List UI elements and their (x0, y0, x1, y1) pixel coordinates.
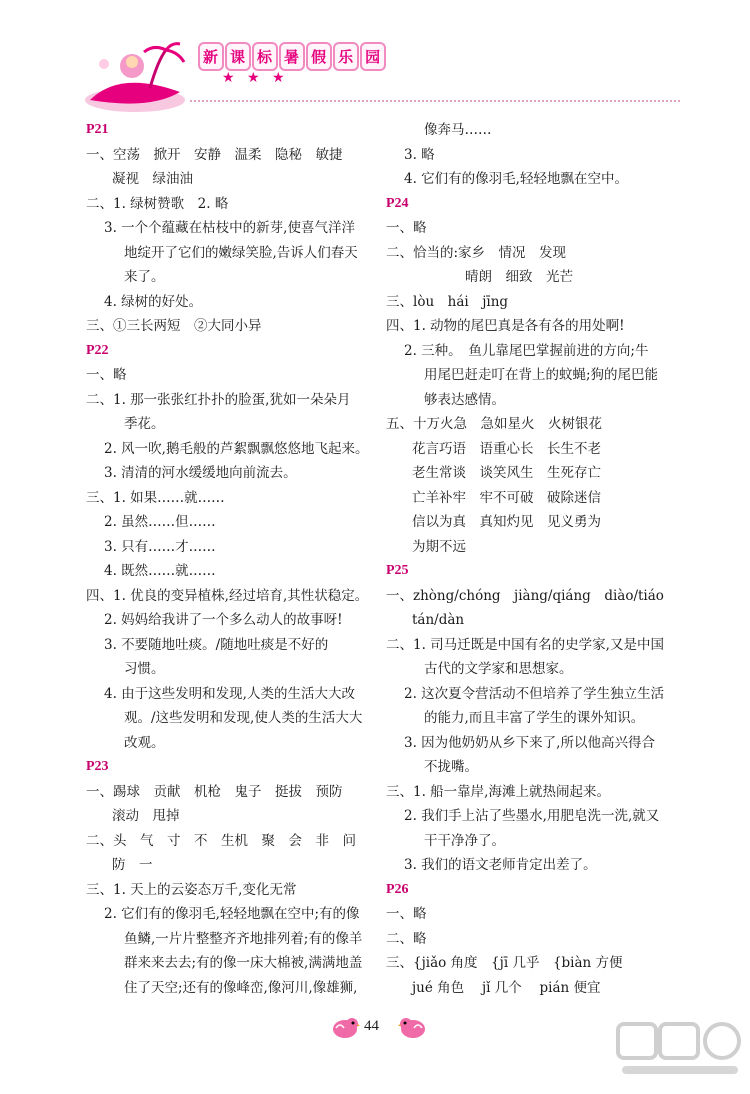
series-title-char: 课 (225, 42, 251, 71)
answer-line: 够表达感情。 (424, 391, 505, 408)
answer-line: 信以为真 真知灼见 见义勇为 (412, 514, 601, 530)
series-title (198, 42, 387, 70)
bird-icon (398, 1014, 428, 1040)
stars-decoration-icon: ★ ★ ★ (222, 70, 289, 86)
answer-line: 晴朗 细致 光芒 (438, 269, 573, 285)
series-title-char: 假 (306, 42, 332, 71)
answer-line: 不拢嘴。 (424, 759, 478, 775)
answer-line: 花言巧语 语重心长 长生不老 (412, 440, 601, 457)
answer-line: 3. 清清的河水缓缓地向前流去。 (104, 465, 297, 481)
answer-line: 观。/这些发明和发现,使人类的生活大大 (124, 710, 363, 726)
answer-line: 一、zhòng/chóng jiàng/qiáng diào/tiáo (386, 587, 664, 604)
answer-line: 习惯。 (124, 661, 165, 677)
answer-line: 3. 一个个蕴藏在枯枝中的新芽,使喜气洋洋 (104, 220, 355, 236)
answer-line: 一、踢球 贡献 机枪 鬼子 挺拔 预防 (86, 783, 343, 800)
answer-line: 2. 风一吹,鹅毛般的芦絮飘飘悠悠地飞起来。 (104, 440, 369, 457)
series-title-char: 乐 (333, 42, 359, 71)
answer-line: 四、1. 优良的变异植株,经过培育,其性状稳定。 (86, 587, 369, 604)
answer-line: 像奔马…… (424, 122, 492, 138)
page-section-label: P26 (386, 881, 409, 897)
page-section-label: P23 (86, 759, 109, 774)
answer-line: 老生常谈 谈笑风生 生死存亡 (412, 465, 601, 481)
answer-line: 一、空荡 掀开 安静 温柔 隐秘 敏捷 (86, 146, 343, 163)
answer-line: 二、略 (386, 930, 427, 947)
answer-column-left (86, 118, 386, 1000)
answer-line: 3. 因为他奶奶从乡下来了,所以他高兴得合 (404, 734, 655, 751)
answer-line: 一、略 (386, 220, 427, 236)
answer-line: 一、略 (386, 906, 427, 922)
answer-line: 2. 虽然……但…… (104, 514, 216, 530)
bird-icon (330, 1014, 360, 1040)
answer-line: 二、恰当的:家乡 情况 发现 (386, 244, 567, 261)
answer-line: 防 一 (112, 857, 153, 873)
answer-line: 3. 只有……才…… (104, 538, 216, 555)
answer-line: 三、lòu hái jīng (386, 293, 509, 310)
answer-line: 四、1. 动物的尾巴真是各有各的用处啊! (386, 318, 625, 334)
answer-line: 滚动 甩掉 (112, 808, 180, 824)
page-section-label: P24 (386, 195, 409, 211)
series-title-char: 新 (198, 42, 224, 71)
answer-line: 为期不远 (412, 538, 466, 555)
page-header (0, 0, 750, 120)
answer-line: 亡羊补牢 牢不可破 破除迷信 (412, 489, 601, 506)
answer-line: 一、略 (86, 367, 127, 383)
answer-line: jué 角色 jǐ 几个 pián 便宜 (412, 979, 601, 996)
answer-line: 群来来去去;有的像一床大棉被,满满地盖 (124, 955, 363, 971)
answer-line: 地绽开了它们的嫩绿笑脸,告诉人们春天 (124, 244, 358, 261)
answer-line: 3. 我们的语文老师肯定出差了。 (404, 857, 597, 873)
answer-line: 2. 妈妈给我讲了一个多么动人的故事呀! (104, 612, 343, 628)
answer-line: 4. 它们有的像羽毛,轻轻地飘在空中。 (404, 171, 628, 187)
answer-line: 4. 既然……就…… (104, 563, 216, 579)
answer-line: 二、头 气 寸 不 生机 聚 会 非 问 (86, 832, 356, 849)
answer-column-right (386, 118, 686, 1000)
answer-line: 2. 这次夏令营活动不但培养了学生独立生活 (404, 685, 665, 702)
page-section-label: P22 (86, 342, 109, 358)
beach-logo-icon (80, 40, 190, 118)
answer-line: 3. 不要随地吐痰。/随地吐痰是不好的 (104, 636, 329, 653)
answer-line: 干干净净了。 (424, 832, 505, 849)
answer-line: 季花。 (124, 416, 165, 432)
answer-line: 三、①三长两短 ②大同小异 (86, 318, 262, 334)
answer-line: 2. 它们有的像羽毛,轻轻地飘在空中;有的像 (104, 906, 360, 922)
answer-line: 住了天空;还有的像峰峦,像河川,像雄狮, (124, 979, 358, 996)
answer-line: 三、{jiǎo 角度 {jī 几乎 {biàn 方便 (386, 955, 623, 971)
answer-line: 来了。 (124, 269, 165, 285)
answer-line: tán/dàn (412, 612, 465, 628)
answer-line: 古代的文学家和思想家。 (424, 661, 573, 677)
answer-line: 二、1. 绿树赞歌 2. 略 (86, 195, 229, 212)
page-number: 44 (364, 1018, 379, 1034)
answer-line: 改观。 (124, 734, 165, 751)
answer-line: 三、1. 船一靠岸,海滩上就热闹起来。 (386, 783, 610, 800)
watermark-logo-icon (614, 1018, 744, 1088)
answer-line: 4. 由于这些发明和发现,人类的生活大大改 (104, 685, 355, 702)
answer-line: 三、1. 如果……就…… (86, 489, 225, 506)
answer-line: 的能力,而且丰富了学生的课外知识。 (424, 710, 645, 726)
page-section-label: P25 (386, 563, 409, 578)
series-title-char: 园 (360, 42, 386, 71)
header-divider (190, 100, 680, 102)
answer-line: 3. 略 (404, 146, 435, 163)
answer-line: 三、1. 天上的云姿态万千,变化无常 (86, 881, 297, 898)
answer-line: 用尾巴赶走叮在背上的蚊蝇;狗的尾巴能 (424, 367, 659, 383)
answer-line: 鱼鳞,一片片整整齐齐地排列着;有的像羊 (124, 930, 363, 947)
series-title-char: 暑 (279, 42, 305, 71)
page-section-label: P21 (86, 122, 109, 137)
answer-line: 2. 三种。 鱼儿靠尾巴掌握前进的方向;牛 (404, 342, 649, 359)
answer-line: 五、十万火急 急如星火 火树银花 (386, 416, 602, 432)
series-title-char: 标 (252, 42, 278, 71)
answer-line: 二、1. 那一张张红扑扑的脸蛋,犹如一朵朵月 (86, 391, 351, 408)
answer-line: 二、1. 司马迁既是中国有名的史学家,又是中国 (386, 636, 664, 653)
answer-line: 2. 我们手上沾了些墨水,用肥皂洗一洗,就又 (404, 808, 660, 824)
answer-line: 凝视 绿油油 (112, 171, 193, 187)
answer-line: 4. 绿树的好处。 (104, 293, 203, 310)
